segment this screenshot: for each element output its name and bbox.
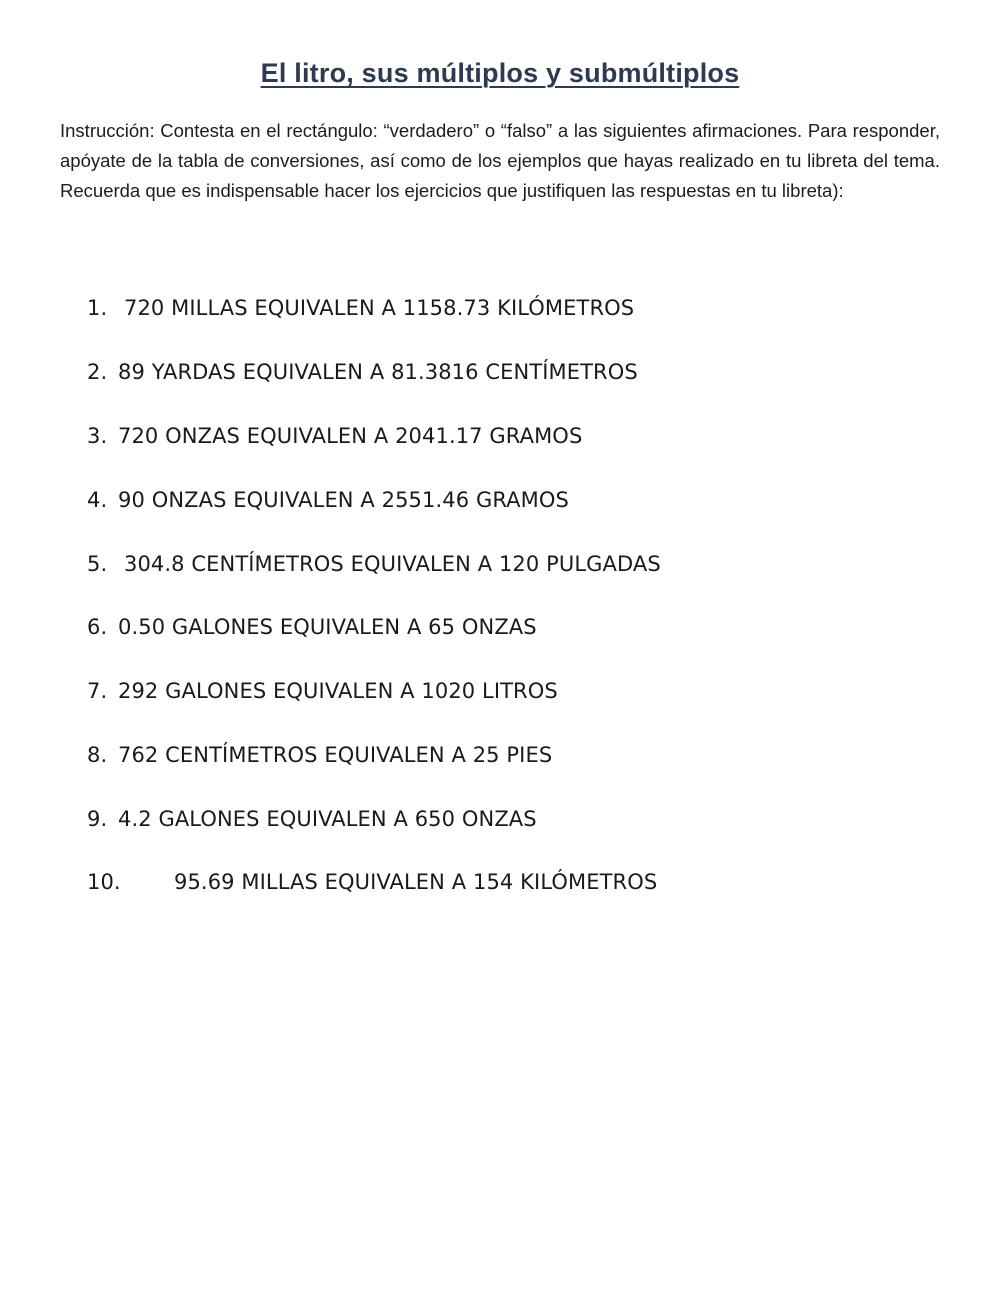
item-number: 6. [87, 615, 108, 639]
item-number: 8. [87, 743, 108, 767]
page-title: El litro, sus múltiplos y submúltiplos [260, 58, 740, 88]
item-statement: 720 MILLAS EQUIVALEN A 1158.73 KILÓMETROS [124, 296, 635, 320]
item-statement: 304.8 CENTÍMETROS EQUIVALEN A 120 PULGADAS [124, 552, 661, 576]
list-item [0, 424, 1000, 464]
list-item [0, 807, 1000, 847]
item-statement: 4.2 GALONES EQUIVALEN A 650 ONZAS [118, 807, 537, 831]
item-statement: 0.50 GALONES EQUIVALEN A 65 ONZAS [118, 615, 537, 639]
list-item [0, 360, 1000, 400]
list-item [0, 488, 1000, 528]
list-item [0, 870, 1000, 910]
item-statement: 90 ONZAS EQUIVALEN A 2551.46 GRAMOS [118, 488, 569, 512]
item-number: 5. [87, 552, 108, 576]
item-number: 1. [87, 296, 108, 320]
list-item [0, 615, 1000, 655]
instructions-paragraph: Instrucción: Contesta en el rectángulo: “verdadero” o “falso” a las siguientes afirmaciones. Para responder, apóyate de la tabla de conversiones, así como de los ejemplos que hayas realizado en tu libreta del tema. Recuerda que es indispensable hacer los ejercicios que justifiquen las respuestas en tu libreta): [60, 120, 940, 201]
list-item [0, 296, 1000, 336]
item-statement: 762 CENTÍMETROS EQUIVALEN A 25 PIES [118, 743, 553, 767]
item-number: 4. [87, 488, 108, 512]
item-number: 2. [87, 360, 108, 384]
item-number: 9. [87, 807, 108, 831]
item-number: 7. [87, 679, 108, 703]
item-number: 10. [87, 870, 121, 894]
item-statement: 292 GALONES EQUIVALEN A 1020 LITROS [118, 679, 558, 703]
item-statement: 720 ONZAS EQUIVALEN A 2041.17 GRAMOS [118, 424, 583, 448]
list-item [0, 552, 1000, 592]
list-item [0, 743, 1000, 783]
list-item [0, 679, 1000, 719]
item-number: 3. [87, 424, 108, 448]
item-statement: 95.69 MILLAS EQUIVALEN A 154 KILÓMETROS [174, 870, 658, 894]
item-statement: 89 YARDAS EQUIVALEN A 81.3816 CENTÍMETROS [118, 360, 638, 384]
